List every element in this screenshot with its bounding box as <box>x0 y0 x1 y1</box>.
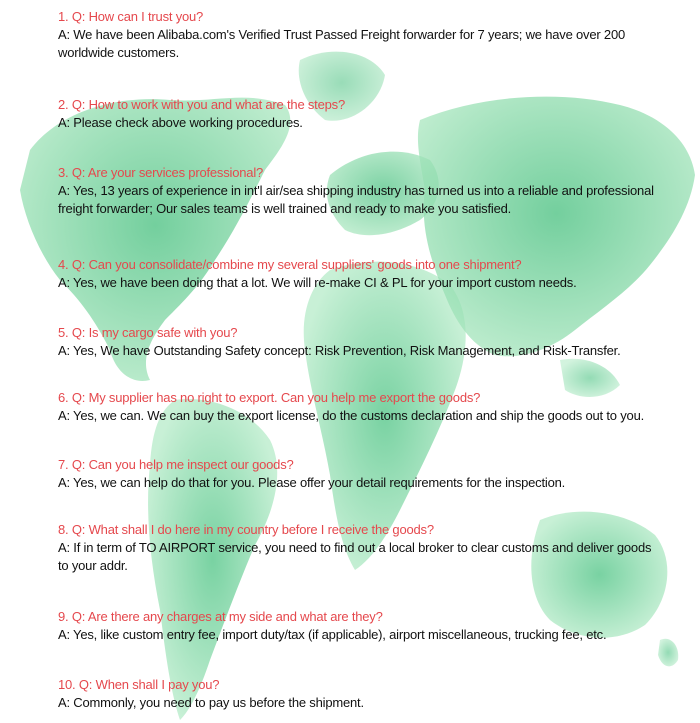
faq-item <box>58 8 658 62</box>
faq-question: 4. Q: Can you consolidate/combine my several suppliers' goods into one shipment? <box>58 257 522 272</box>
faq-item <box>58 389 658 425</box>
faq-question: 5. Q: Is my cargo safe with you? <box>58 325 238 340</box>
faq-answer: A: We have been Alibaba.com's Verified Trust Passed Freight forwarder for 7 years; we have over 200 worldwide customers. <box>58 27 626 60</box>
faq-item <box>58 608 658 644</box>
faq-item <box>58 324 658 360</box>
faq-question: 10. Q: When shall I pay you? <box>58 677 220 692</box>
faq-item <box>58 96 658 132</box>
faq-question: 8. Q: What shall I do here in my country before I receive the goods? <box>58 522 434 537</box>
faq-item <box>58 521 658 575</box>
faq-question: 6. Q: My supplier has no right to export. Can you help me export the goods? <box>58 390 481 405</box>
faq-answer: A: Yes, like custom entry fee, import duty/tax (if applicable), airport miscellaneous, trucking fee, etc. <box>58 627 607 642</box>
asia-shape <box>418 97 695 357</box>
faq-item <box>58 256 658 292</box>
faq-item <box>58 164 658 218</box>
faq-item <box>58 456 658 492</box>
faq-question: 7. Q: Can you help me inspect our goods? <box>58 457 294 472</box>
faq-answer: A: Commonly, you need to pay us before the shipment. <box>58 695 364 710</box>
faq-answer: A: Please check above working procedures. <box>58 115 303 130</box>
faq-answer: A: Yes, we can help do that for you. Please offer your detail requirements for the inspection. <box>58 475 566 490</box>
faq-question: 1. Q: How can I trust you? <box>58 9 204 24</box>
faq-item <box>58 676 658 712</box>
faq-answer: A: Yes, 13 years of experience in int'l air/sea shipping industry has turned us into a reliable and professional freight forwarder; Our sales teams is well trained and ready to make you satisfied. <box>58 183 654 216</box>
faq-answer: A: Yes, we have been doing that a lot. We will re-make CI & PL for your import custom needs. <box>58 275 577 290</box>
faq-answer: A: Yes, we can. We can buy the export license, do the customs declaration and ship the goods out to you. <box>58 408 645 423</box>
faq-answer: A: If in term of TO AIRPORT service, you need to find out a local broker to clear customs and deliver goods to your addr. <box>58 540 652 573</box>
faq-question: 9. Q: Are there any charges at my side and what are they? <box>58 609 383 624</box>
faq-question: 2. Q: How to work with you and what are the steps? <box>58 97 345 112</box>
new-zealand-shape <box>658 639 678 667</box>
faq-answer: A: Yes, We have Outstanding Safety concept: Risk Prevention, Risk Management, and Risk-Transfer. <box>58 343 621 358</box>
faq-question: 3. Q: Are your services professional? <box>58 165 264 180</box>
